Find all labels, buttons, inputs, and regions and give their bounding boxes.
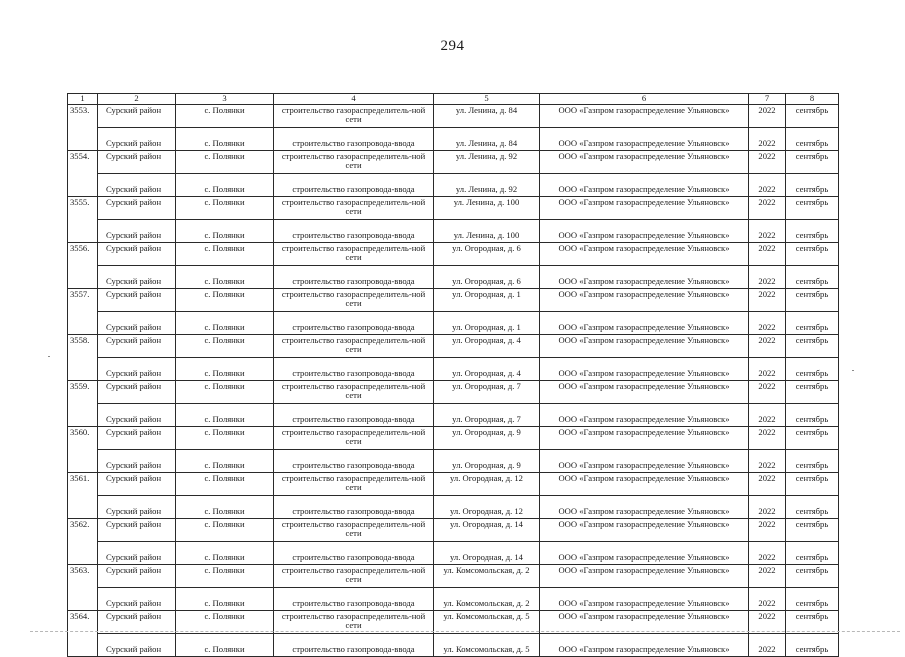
table-cell: сентябрь bbox=[786, 564, 839, 587]
table-cell: ООО «Газпром газораспределение Ульяновск» bbox=[540, 127, 749, 150]
scan-speck bbox=[48, 356, 50, 357]
table-cell: Сурский район bbox=[98, 311, 176, 334]
table-cell: ООО «Газпром газораспределение Ульяновск» bbox=[540, 311, 749, 334]
table-cell: ООО «Газпром газораспределение Ульяновск» bbox=[540, 495, 749, 518]
table-cell: 2022 bbox=[749, 311, 786, 334]
table-cell: строительство газораспределитель-ной сети bbox=[274, 288, 434, 311]
table-cell: с. Полянки bbox=[176, 127, 274, 150]
table-cell: строительство газопровода-ввода bbox=[274, 357, 434, 380]
table-cell: сентябрь bbox=[786, 518, 839, 541]
table-cell: с. Полянки bbox=[176, 104, 274, 127]
table-row bbox=[68, 196, 839, 219]
table-cell: ул. Огородная, д. 4 bbox=[434, 357, 540, 380]
table-cell: Сурский район bbox=[98, 426, 176, 449]
table-row bbox=[68, 311, 839, 334]
table-cell: Сурский район bbox=[98, 196, 176, 219]
table-cell: 2022 bbox=[749, 380, 786, 403]
table-cell: 2022 bbox=[749, 150, 786, 173]
column-number: 8 bbox=[786, 94, 839, 105]
table-cell: сентябрь bbox=[786, 173, 839, 196]
table-cell: с. Полянки bbox=[176, 288, 274, 311]
table-cell: Сурский район bbox=[98, 541, 176, 564]
scan-edge-line bbox=[30, 631, 900, 632]
table-cell: 2022 bbox=[749, 449, 786, 472]
table-cell: Сурский район bbox=[98, 564, 176, 587]
table-cell: с. Полянки bbox=[176, 472, 274, 495]
table-cell: 2022 bbox=[749, 564, 786, 587]
table-cell: строительство газораспределитель-ной сети bbox=[274, 150, 434, 173]
table-cell: сентябрь bbox=[786, 610, 839, 633]
table-cell: ул. Огородная, д. 14 bbox=[434, 518, 540, 541]
table-cell: с. Полянки bbox=[176, 495, 274, 518]
table-cell: сентябрь bbox=[786, 311, 839, 334]
table-cell: Сурский район bbox=[98, 334, 176, 357]
table-cell: ул. Ленина, д. 100 bbox=[434, 219, 540, 242]
table-row bbox=[68, 357, 839, 380]
table-cell: с. Полянки bbox=[176, 173, 274, 196]
table-cell: строительство газопровода-ввода bbox=[274, 541, 434, 564]
table-cell: строительство газопровода-ввода bbox=[274, 127, 434, 150]
table-cell: 2022 bbox=[749, 403, 786, 426]
table-cell: ООО «Газпром газораспределение Ульяновск» bbox=[540, 242, 749, 265]
table-cell: 2022 bbox=[749, 587, 786, 610]
table-row bbox=[68, 127, 839, 150]
table-cell: ул. Огородная, д. 6 bbox=[434, 242, 540, 265]
table-cell: Сурский район bbox=[98, 265, 176, 288]
table-cell: сентябрь bbox=[786, 196, 839, 219]
table-cell: ул. Огородная, д. 1 bbox=[434, 288, 540, 311]
table-cell: ул. Ленина, д. 100 bbox=[434, 196, 540, 219]
table-cell: с. Полянки bbox=[176, 541, 274, 564]
table-cell: сентябрь bbox=[786, 380, 839, 403]
table-cell: строительство газораспределитель-ной сети bbox=[274, 104, 434, 127]
table-cell: строительство газораспределитель-ной сети bbox=[274, 380, 434, 403]
table-cell: строительство газораспределитель-ной сети bbox=[274, 472, 434, 495]
table-cell: 2022 bbox=[749, 633, 786, 656]
table-cell: ООО «Газпром газораспределение Ульяновск» bbox=[540, 196, 749, 219]
table-cell: Сурский район bbox=[98, 173, 176, 196]
table-cell: строительство газораспределитель-ной сети bbox=[274, 564, 434, 587]
table-cell: ул. Огородная, д. 6 bbox=[434, 265, 540, 288]
table-cell: ООО «Газпром газораспределение Ульяновск» bbox=[540, 541, 749, 564]
table-cell: Сурский район bbox=[98, 403, 176, 426]
table-cell: сентябрь bbox=[786, 357, 839, 380]
table-cell: Сурский район bbox=[98, 472, 176, 495]
table-cell: строительство газопровода-ввода bbox=[274, 311, 434, 334]
table-cell: ул. Комсомольская, д. 5 bbox=[434, 610, 540, 633]
table-cell: 2022 bbox=[749, 265, 786, 288]
table-cell: ООО «Газпром газораспределение Ульяновск» bbox=[540, 265, 749, 288]
table-cell: Сурский район bbox=[98, 518, 176, 541]
table-cell: строительство газораспределитель-ной сети bbox=[274, 518, 434, 541]
column-number: 7 bbox=[749, 94, 786, 105]
table-cell: 2022 bbox=[749, 357, 786, 380]
table-cell: 2022 bbox=[749, 196, 786, 219]
table-cell: сентябрь bbox=[786, 242, 839, 265]
table-cell: ООО «Газпром газораспределение Ульяновск» bbox=[540, 633, 749, 656]
table-cell: ООО «Газпром газораспределение Ульяновск» bbox=[540, 518, 749, 541]
table-cell: 2022 bbox=[749, 495, 786, 518]
table-cell: ООО «Газпром газораспределение Ульяновск» bbox=[540, 426, 749, 449]
table-cell: ООО «Газпром газораспределение Ульяновск» bbox=[540, 288, 749, 311]
table-cell: ул. Комсомольская, д. 2 bbox=[434, 587, 540, 610]
table-cell: с. Полянки bbox=[176, 242, 274, 265]
row-number: 3558. bbox=[68, 334, 98, 380]
table-cell: строительство газопровода-ввода bbox=[274, 495, 434, 518]
table-row bbox=[68, 610, 839, 633]
row-number: 3564. bbox=[68, 610, 98, 656]
table-cell: ул. Огородная, д. 14 bbox=[434, 541, 540, 564]
row-number: 3556. bbox=[68, 242, 98, 288]
table-cell: с. Полянки bbox=[176, 610, 274, 633]
table-cell: сентябрь bbox=[786, 265, 839, 288]
table-row bbox=[68, 541, 839, 564]
table-row bbox=[68, 380, 839, 403]
table-cell: ООО «Газпром газораспределение Ульяновск» bbox=[540, 104, 749, 127]
table-cell: ул. Комсомольская, д. 5 bbox=[434, 633, 540, 656]
row-number: 3560. bbox=[68, 426, 98, 472]
table-cell: с. Полянки bbox=[176, 311, 274, 334]
table-cell: с. Полянки bbox=[176, 265, 274, 288]
table-cell: ООО «Газпром газораспределение Ульяновск» bbox=[540, 357, 749, 380]
table-cell: с. Полянки bbox=[176, 380, 274, 403]
table-cell: с. Полянки bbox=[176, 518, 274, 541]
table-cell: с. Полянки bbox=[176, 196, 274, 219]
table-cell: сентябрь bbox=[786, 633, 839, 656]
table-cell: 2022 bbox=[749, 472, 786, 495]
table-cell: ООО «Газпром газораспределение Ульяновск» bbox=[540, 334, 749, 357]
table-cell: 2022 bbox=[749, 127, 786, 150]
table-cell: сентябрь bbox=[786, 426, 839, 449]
table-row bbox=[68, 472, 839, 495]
table-cell: строительство газораспределитель-ной сети bbox=[274, 610, 434, 633]
table-cell: с. Полянки bbox=[176, 449, 274, 472]
page-number: 294 bbox=[440, 38, 465, 54]
table-cell: 2022 bbox=[749, 426, 786, 449]
table-cell: ООО «Газпром газораспределение Ульяновск» bbox=[540, 587, 749, 610]
table-row bbox=[68, 495, 839, 518]
table-cell: строительство газопровода-ввода bbox=[274, 265, 434, 288]
table-cell: ООО «Газпром газораспределение Ульяновск» bbox=[540, 380, 749, 403]
table-cell: строительство газопровода-ввода bbox=[274, 403, 434, 426]
table-cell: сентябрь bbox=[786, 334, 839, 357]
table-cell: с. Полянки bbox=[176, 150, 274, 173]
table-cell: ООО «Газпром газораспределение Ульяновск» bbox=[540, 472, 749, 495]
table-cell: ул. Огородная, д. 1 bbox=[434, 311, 540, 334]
table-row bbox=[68, 564, 839, 587]
table-cell: строительство газораспределитель-ной сети bbox=[274, 426, 434, 449]
table-cell: с. Полянки bbox=[176, 403, 274, 426]
table-row bbox=[68, 104, 839, 127]
table-row bbox=[68, 150, 839, 173]
works-table bbox=[67, 93, 839, 657]
table-cell: ул. Комсомольская, д. 2 bbox=[434, 564, 540, 587]
table-cell: Сурский район bbox=[98, 587, 176, 610]
table-cell: сентябрь bbox=[786, 403, 839, 426]
table-cell: ООО «Газпром газораспределение Ульяновск» bbox=[540, 219, 749, 242]
row-number: 3559. bbox=[68, 380, 98, 426]
table-cell: ООО «Газпром газораспределение Ульяновск» bbox=[540, 173, 749, 196]
table-row bbox=[68, 219, 839, 242]
table-cell: с. Полянки bbox=[176, 426, 274, 449]
table-row bbox=[68, 242, 839, 265]
table-cell: Сурский район bbox=[98, 219, 176, 242]
table-cell: 2022 bbox=[749, 288, 786, 311]
table-cell: Сурский район bbox=[98, 380, 176, 403]
table-cell: 2022 bbox=[749, 242, 786, 265]
table-row bbox=[68, 518, 839, 541]
table-cell: 2022 bbox=[749, 104, 786, 127]
table-cell: ООО «Газпром газораспределение Ульяновск» bbox=[540, 403, 749, 426]
table-cell: строительство газопровода-ввода bbox=[274, 587, 434, 610]
table-row bbox=[68, 334, 839, 357]
table-cell: Сурский район bbox=[98, 495, 176, 518]
table-cell: 2022 bbox=[749, 334, 786, 357]
table-cell: строительство газораспределитель-ной сети bbox=[274, 242, 434, 265]
table-cell: ул. Огородная, д. 7 bbox=[434, 380, 540, 403]
column-number: 1 bbox=[68, 94, 98, 105]
row-number: 3562. bbox=[68, 518, 98, 564]
table-cell: сентябрь bbox=[786, 104, 839, 127]
table-cell: Сурский район bbox=[98, 288, 176, 311]
table-cell: строительство газопровода-ввода bbox=[274, 219, 434, 242]
table-row bbox=[68, 265, 839, 288]
table-cell: с. Полянки bbox=[176, 219, 274, 242]
table-cell: 2022 bbox=[749, 219, 786, 242]
table-cell: сентябрь bbox=[786, 127, 839, 150]
table-cell: 2022 bbox=[749, 610, 786, 633]
table-cell: ул. Ленина, д. 92 bbox=[434, 150, 540, 173]
table-row bbox=[68, 288, 839, 311]
table-cell: Сурский район bbox=[98, 150, 176, 173]
table-cell: ул. Огородная, д. 9 bbox=[434, 426, 540, 449]
table-cell: Сурский район bbox=[98, 610, 176, 633]
table-cell: 2022 bbox=[749, 541, 786, 564]
table-row bbox=[68, 426, 839, 449]
table-cell: ул. Ленина, д. 92 bbox=[434, 173, 540, 196]
table-cell: с. Полянки bbox=[176, 564, 274, 587]
table-cell: ул. Огородная, д. 4 bbox=[434, 334, 540, 357]
table-cell: 2022 bbox=[749, 173, 786, 196]
column-number: 6 bbox=[540, 94, 749, 105]
table-cell: сентябрь bbox=[786, 587, 839, 610]
table-cell: сентябрь bbox=[786, 288, 839, 311]
table-cell: сентябрь bbox=[786, 449, 839, 472]
table-cell: сентябрь bbox=[786, 495, 839, 518]
table-cell: ул. Ленина, д. 84 bbox=[434, 104, 540, 127]
table-cell: сентябрь bbox=[786, 150, 839, 173]
row-number: 3554. bbox=[68, 150, 98, 196]
table-cell: ул. Огородная, д. 12 bbox=[434, 472, 540, 495]
table-cell: строительство газопровода-ввода bbox=[274, 633, 434, 656]
table-row bbox=[68, 449, 839, 472]
table-cell: строительство газопровода-ввода bbox=[274, 449, 434, 472]
column-number: 3 bbox=[176, 94, 274, 105]
scan-speck bbox=[852, 370, 854, 371]
table-cell: строительство газораспределитель-ной сети bbox=[274, 334, 434, 357]
table-cell: Сурский район bbox=[98, 104, 176, 127]
row-number: 3555. bbox=[68, 196, 98, 242]
table-cell: с. Полянки bbox=[176, 334, 274, 357]
row-number: 3553. bbox=[68, 104, 98, 150]
document-sheet bbox=[67, 93, 838, 657]
table-row bbox=[68, 587, 839, 610]
table-cell: сентябрь bbox=[786, 219, 839, 242]
table-cell: Сурский район bbox=[98, 633, 176, 656]
row-number: 3563. bbox=[68, 564, 98, 610]
table-cell: ООО «Газпром газораспределение Ульяновск» bbox=[540, 150, 749, 173]
table-cell: Сурский район bbox=[98, 357, 176, 380]
row-number: 3557. bbox=[68, 288, 98, 334]
table-cell: строительство газопровода-ввода bbox=[274, 173, 434, 196]
table-cell: ул. Огородная, д. 9 bbox=[434, 449, 540, 472]
table-cell: 2022 bbox=[749, 518, 786, 541]
table-cell: Сурский район bbox=[98, 242, 176, 265]
table-cell: ул. Огородная, д. 7 bbox=[434, 403, 540, 426]
table-cell: Сурский район bbox=[98, 449, 176, 472]
table-cell: с. Полянки bbox=[176, 357, 274, 380]
table-row bbox=[68, 403, 839, 426]
table-cell: сентябрь bbox=[786, 472, 839, 495]
table-row bbox=[68, 633, 839, 656]
column-number-row bbox=[68, 94, 839, 105]
column-number: 5 bbox=[434, 94, 540, 105]
table-cell: Сурский район bbox=[98, 127, 176, 150]
table-cell: сентябрь bbox=[786, 541, 839, 564]
table-cell: ООО «Газпром газораспределение Ульяновск» bbox=[540, 449, 749, 472]
table-cell: с. Полянки bbox=[176, 587, 274, 610]
column-number: 4 bbox=[274, 94, 434, 105]
table-cell: ул. Огородная, д. 12 bbox=[434, 495, 540, 518]
column-number: 2 bbox=[98, 94, 176, 105]
table-cell: с. Полянки bbox=[176, 633, 274, 656]
table-row bbox=[68, 173, 839, 196]
table-cell: строительство газораспределитель-ной сети bbox=[274, 196, 434, 219]
table-cell: ООО «Газпром газораспределение Ульяновск» bbox=[540, 564, 749, 587]
table-cell: ООО «Газпром газораспределение Ульяновск» bbox=[540, 610, 749, 633]
table-cell: ул. Ленина, д. 84 bbox=[434, 127, 540, 150]
row-number: 3561. bbox=[68, 472, 98, 518]
